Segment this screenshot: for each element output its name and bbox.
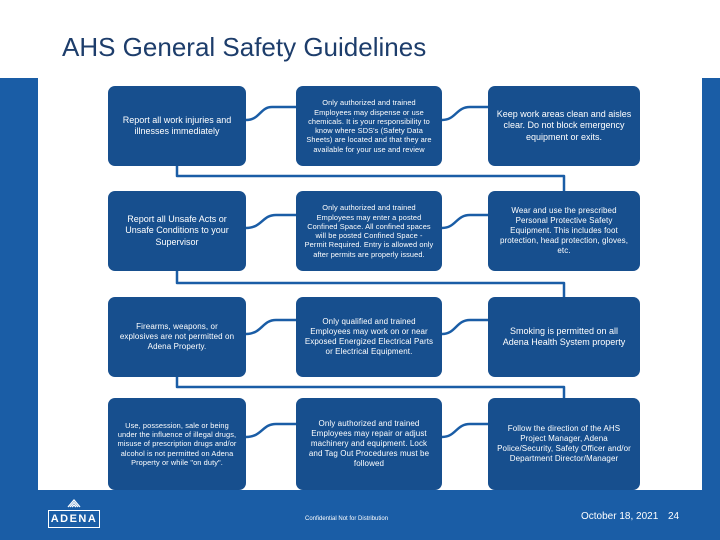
slide-title: AHS General Safety Guidelines	[62, 32, 427, 62]
adena-logo	[44, 497, 104, 535]
title-band	[0, 0, 720, 78]
guideline-lockout-tagout: Only authorized and trained Employees may repair or adjust machinery and equipment. Lock and Tag Out Procedures must be followed	[296, 398, 442, 490]
guideline-firearms: Firearms, weapons, or explosives are not permitted on Adena Property.	[108, 297, 246, 377]
guideline-follow-direction: Follow the direction of the AHS Project Manager, Adena Police/Security, Safety Officer and/or Department Director/Manager	[488, 398, 640, 490]
guideline-electrical: Only qualified and trained Employees may work on or near Exposed Energized Electrical Parts or Electrical Equipment.	[296, 297, 442, 377]
guideline-report-injuries: Report all work injuries and illnesses immediately	[108, 86, 246, 166]
adena-logo-text: ADENA	[48, 510, 100, 528]
left-band	[0, 78, 38, 490]
slide-date: October 18, 2021	[581, 511, 659, 522]
guideline-ppe: Wear and use the prescribed Personal Protective Safety Equipment. This includes foot protection, head protection, gloves, etc.	[488, 191, 640, 271]
guideline-drugs-alcohol: Use, possession, sale or being under the influence of illegal drugs, misuse of prescription drugs and/or alcohol is not permitted on Adena Property or while "on duty".	[108, 398, 246, 490]
right-band	[702, 78, 720, 490]
guideline-confined-space: Only authorized and trained Employees may enter a posted Confined Space. All confined spaces will be posted Confined Space - Permit Required. Entry is allowed only after permits are properly issued.	[296, 191, 442, 271]
guideline-report-unsafe-acts: Report all Unsafe Acts or Unsafe Conditions to your Supervisor	[108, 191, 246, 271]
guideline-clean-work-areas: Keep work areas clean and aisles clear. Do not block emergency equipment or exits.	[488, 86, 640, 166]
confidential-notice: Confidential Not for Distribution	[305, 516, 389, 522]
adena-logo-mark-icon	[66, 497, 82, 509]
page-number: 24	[668, 511, 680, 522]
guideline-smoking: Smoking is permitted on all Adena Health System property	[488, 297, 640, 377]
guideline-chemicals-sds: Only authorized and trained Employees may dispense or use chemicals. It is your responsibility to know where SDS's (Safety Data Sheets) are located and that they are available for your use and review	[296, 86, 442, 166]
